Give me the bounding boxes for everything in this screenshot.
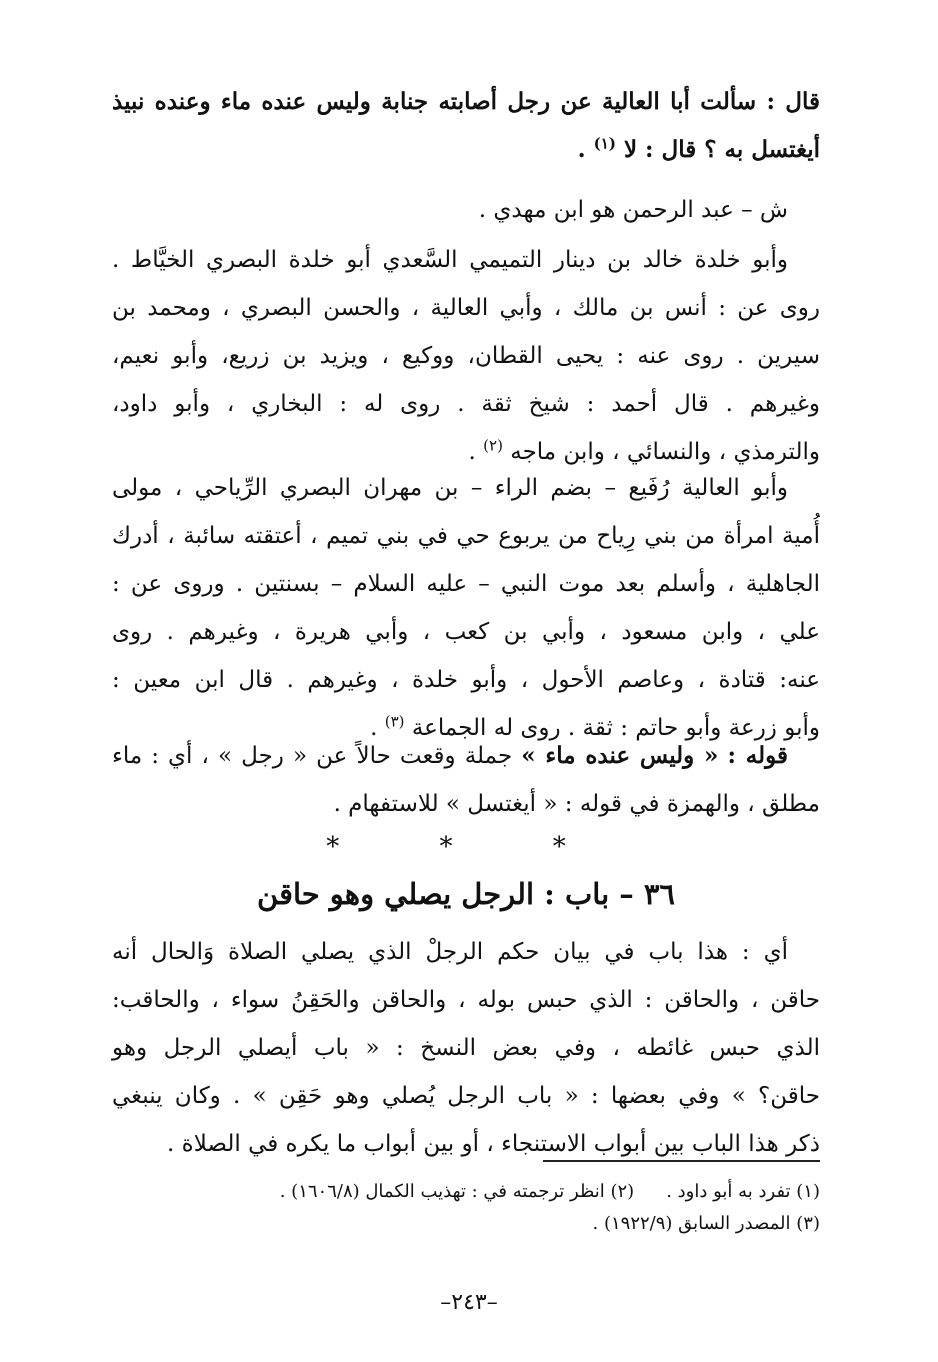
footnotes-line-1 — [112, 1176, 820, 1208]
footnote-1: (١) تفرد به أبو داود . — [666, 1181, 820, 1202]
top-paragraph — [112, 78, 820, 174]
text-segment: وأبو زرعة وأبو حاتم : ثقة . روى له الجماعة — [411, 715, 820, 741]
text-line: حاقن؟ » وفي بعضها : « باب الرجل يُصلي وهو حَقِن » . وكان ينبغي — [112, 1083, 820, 1109]
footnote-ref: (٢) — [483, 436, 503, 455]
text-line: علي ، وابن مسعود ، وأبي بن كعب ، وأبي هريرة ، وغيرهم . روى — [112, 619, 820, 645]
text-line: الجاهلية ، وأسلم بعد موت النبي – عليه السلام – بسنتين . وروى عن : — [112, 571, 820, 597]
rufay-paragraph — [112, 464, 820, 752]
text-line: الذي حبس غائطه ، وفي بعض النسخ : « باب أيصلي الرجل وهو — [112, 1035, 820, 1061]
qawluh-label: قوله : — [727, 742, 788, 769]
text-line: قال : سألت أبا العالية عن رجل أصابته جنابة وليس عنده ماء وعنده نبيذ — [112, 88, 821, 115]
qawluh-paragraph — [112, 732, 820, 828]
text-segment: أيغتسل به ؟ قال : لا — [623, 136, 820, 163]
text-line: مطلق ، والهمزة في قوله : « أيغتسل » للاستفهام . — [333, 791, 820, 817]
text-line: سيرين . روى عنه : يحيى القطان، ووكيع ، ويزيد بن زريع، وأبو نعيم، — [112, 343, 820, 369]
text-line: عنه: قتادة ، وعاصم الأحول ، وأبو خلدة ، وغيرهم . قال ابن معين : — [112, 667, 820, 693]
text-line — [112, 732, 820, 780]
chapter-paragraph — [112, 928, 820, 1168]
page-number: –٢٤٣– — [440, 1290, 498, 1315]
footnote-2: (٢) انظر ترجمته في : تهذيب الكمال (١٦٠٦/٨) . — [279, 1181, 635, 1202]
commentary — [112, 186, 820, 234]
text-line: أي : هذا باب في بيان حكم الرجلْ الذي يصلي الصلاة وَالحال أنه — [112, 939, 788, 965]
footnote-3: (٣) المصدر السابق (١٩٢٢/٩) . — [592, 1213, 820, 1234]
footnote-ref: (١) — [593, 134, 616, 153]
quoted-phrase: « وليس عنده ماء » — [521, 742, 719, 769]
text-segment: . — [370, 715, 378, 741]
text-line: روى عن : أنس بن مالك ، وأبي العالية ، والحسن البصري ، ومحمد بن — [112, 295, 820, 321]
footnote-ref: (٣) — [384, 712, 405, 731]
text-line: وأبو العالية رُفَيع – بضم الراء – بن مهران البصري الرِّياحي ، مولى — [112, 475, 788, 501]
footnote-divider — [543, 1160, 820, 1162]
text-line: وأبو خلدة خالد بن دينار التميمي السَّعدي أبو خلدة البصري الخيَّاط . — [112, 247, 788, 273]
text-line — [112, 126, 820, 174]
text-line: وغيرهم . قال أحمد : شيخ ثقة . روى له : البخاري ، وأبو داود، — [112, 391, 820, 417]
section-separator: * * * — [326, 832, 612, 862]
sh-line: ش – عبد الرحمن هو ابن مهدي . — [478, 197, 788, 223]
text-segment: . — [577, 136, 586, 163]
text-line: حاقن ، والحاقن : الذي حبس بوله ، والحاقن والحَقِنُ سواء ، والحاقب: — [112, 987, 820, 1013]
khalid-paragraph — [112, 236, 820, 476]
text-segment: والترمذي ، والنسائي ، وابن ماجه — [510, 439, 820, 465]
text-segment: جملة وقعت حالاً عن « رجل » ، أي : ماء — [112, 743, 513, 769]
text-line: ذكر هذا الباب بين أبواب الاستنجاء ، أو بين أبواب ما يكره في الصلاة . — [167, 1131, 820, 1157]
footnotes-line-2 — [112, 1208, 820, 1240]
chapter-heading: ٣٦ – باب : الرجل يصلي وهو حاقن — [257, 877, 675, 911]
text-line: أُمية امرأة من بني رِياح من يربوع حي في بني تميم ، أعتقته سائبة ، أدرك — [112, 523, 820, 549]
text-segment: . — [468, 439, 476, 465]
